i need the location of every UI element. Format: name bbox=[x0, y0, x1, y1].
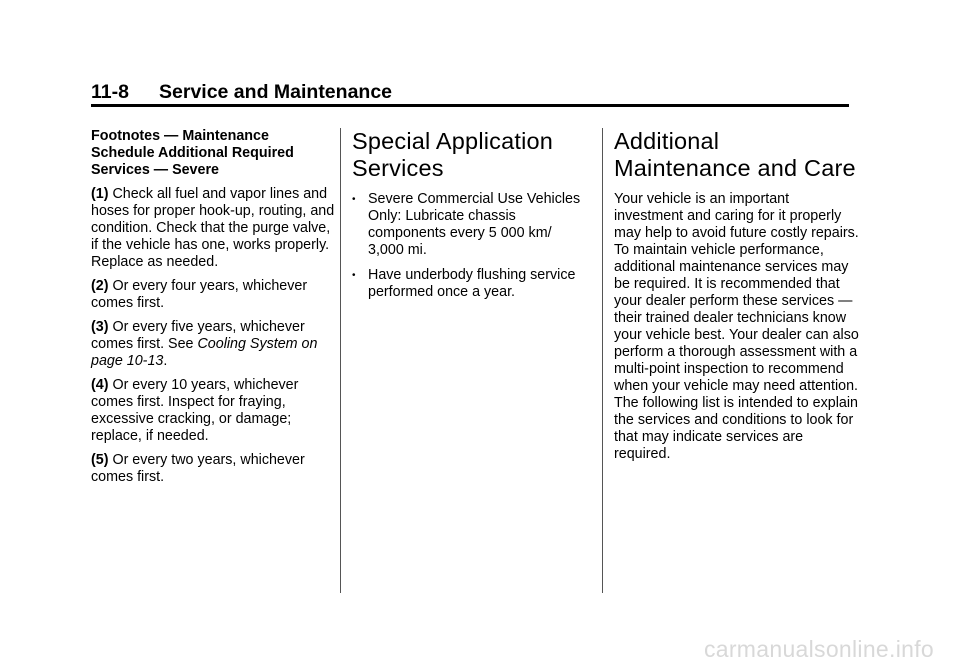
footnote-marker: (3) bbox=[91, 319, 109, 335]
bullet-icon: • bbox=[352, 270, 356, 281]
footnote-text: Or every 10 years, whichever comes first. Inspect for fraying, excessive cracking, or damage; replace, if needed. bbox=[91, 377, 299, 444]
page-header bbox=[91, 80, 849, 107]
special-services-column bbox=[352, 128, 590, 309]
footnote-item bbox=[91, 278, 336, 312]
column-divider bbox=[340, 128, 341, 593]
footnote-text-end: . bbox=[163, 353, 168, 369]
additional-care-column bbox=[614, 128, 859, 463]
footnote-marker: (2) bbox=[91, 278, 109, 294]
footnote-marker: (4) bbox=[91, 377, 109, 393]
page-number: 11-8 bbox=[91, 81, 129, 103]
watermark: carmanualsonline.info bbox=[703, 636, 934, 662]
footnote-marker: (5) bbox=[91, 452, 109, 468]
footnote-text: Or every five years, whichever comes first. See bbox=[91, 319, 305, 352]
bullet-icon: • bbox=[352, 194, 356, 205]
footnote-item bbox=[91, 186, 336, 271]
footnote-item bbox=[91, 377, 336, 445]
footnote-text: Check all fuel and vapor lines and hoses for proper hook-up, routing, and condition. Check that the purge valve, if the vehicle has one, works properly. Replace as needed. bbox=[91, 186, 335, 270]
footnote-marker: (1) bbox=[91, 186, 109, 202]
footnote-item bbox=[91, 452, 336, 486]
additional-care-title: Additional Maintenance and Care bbox=[614, 128, 856, 181]
additional-care-paragraph: Your vehicle is an important investment and caring for it properly may help to avoid future costly repairs. To maintain vehicle performance, additional maintenance services may be required. It is recommended that your dealer perform these services — their trained dealer technicians know your vehicle best. Your dealer can also perform a thorough assessment with a multi-point inspection to recommend when your vehicle may need attention. The following list is intended to explain the services and conditions to look for that may indicate services are required. bbox=[614, 191, 859, 462]
list-item bbox=[352, 267, 590, 301]
footnote-text: Or every two years, whichever comes first. bbox=[91, 452, 305, 485]
section-title: Service and Maintenance bbox=[159, 81, 393, 103]
special-services-list bbox=[352, 191, 590, 301]
column-divider bbox=[602, 128, 603, 593]
list-item-text: Severe Commercial Use Vehicles Only: Lubricate chassis components every 5 000 km/ 3,000 mi. bbox=[368, 191, 581, 258]
footnotes-column bbox=[91, 128, 336, 493]
footnote-item bbox=[91, 319, 336, 370]
cross-reference-link[interactable]: Cooling System on page 10-13 bbox=[91, 336, 318, 369]
footnotes-heading: Footnotes — Maintenance Schedule Additional Required Services — Severe bbox=[91, 128, 294, 178]
special-services-title: Special Application Services bbox=[352, 128, 554, 181]
list-item-text: Have underbody flushing service performed once a year. bbox=[368, 267, 576, 300]
list-item bbox=[352, 191, 590, 259]
footnote-text: Or every four years, whichever comes first. bbox=[91, 278, 308, 311]
